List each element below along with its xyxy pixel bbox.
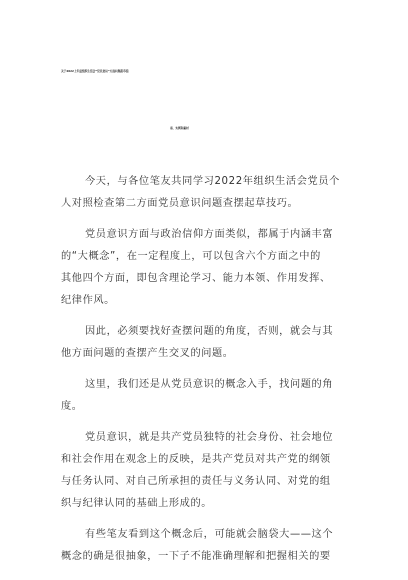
paragraph-line: 织与纪律认同的基础上形成的。 — [61, 498, 213, 509]
paragraph-line: 他方面问题的查摆产生交叉的问题。 — [61, 348, 234, 359]
paragraph-line: 度。 — [61, 401, 83, 412]
paragraph-line: 今天，与各位笔友共同学习2022年组织生活会党员个 — [85, 176, 340, 187]
paragraph-line: 纪律作风。 — [61, 295, 115, 306]
paragraph-line: 与任务认同、对自己所承担的责任与义务认同、对党的组 — [61, 476, 331, 487]
paragraph-line: 党员意识方面与政治信仰方面类似，都属于内涵丰富 — [85, 229, 334, 240]
paragraph-line: 党员意识，就是共产党员独特的社会身份、社会地位 — [85, 432, 334, 443]
paragraph-line: 这里，我们还是从党员意识的概念入手，找问题的角 — [85, 379, 334, 390]
document-title-line-1: 关于2022上年度组织生活会“党员意识”方面问题起草指 — [61, 69, 129, 73]
paragraph-line: 和社会作用在观念上的反映，是共产党员对共产党的纲领 — [61, 454, 331, 465]
paragraph-line: 有些笔友看到这个概念后，可能就会脑袋大——这个 — [85, 529, 334, 540]
paragraph-line: 的“大概念”，在一定程度上，可以包含六个方面之中的 — [61, 251, 321, 262]
document-title-line-2: 南、实例和素材 — [170, 126, 189, 130]
paragraph-line: 概念的确是很抽象，一下子不能准确理解和把握相关的要 — [61, 551, 331, 562]
paragraph-line: 其他四个方面，即包含理论学习、能力本领、作用发挥、 — [61, 273, 331, 284]
paragraph-line: 因此，必须要找好查摆问题的角度，否则，就会与其 — [85, 326, 334, 337]
paragraph-line: 人对照检查第二方面党员意识问题查摆起草技巧。 — [61, 198, 299, 209]
